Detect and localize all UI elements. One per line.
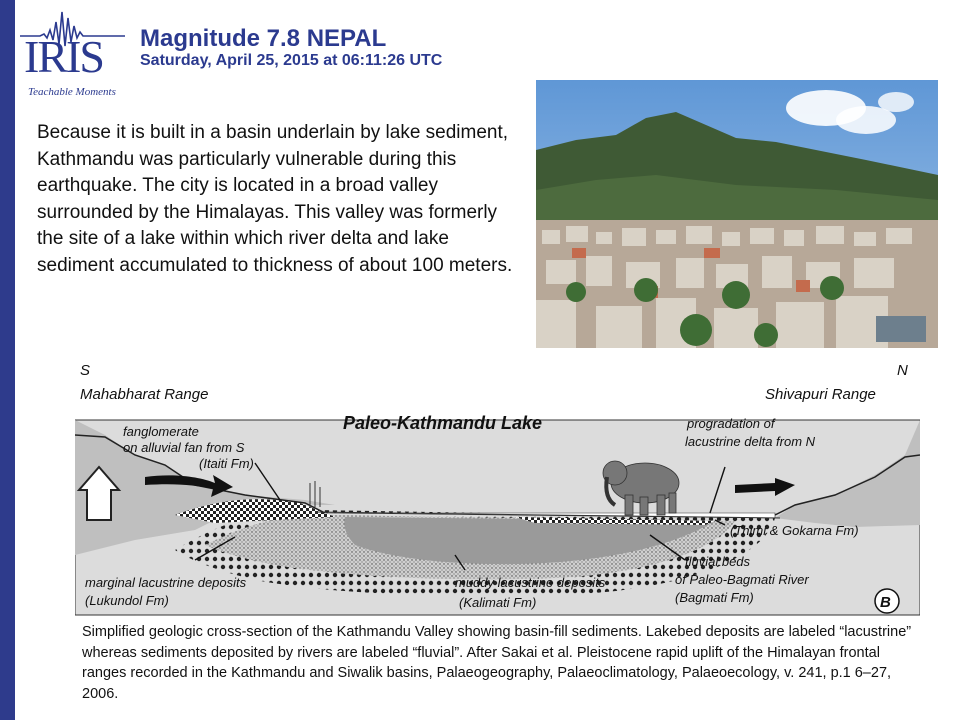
left-accent-bar — [0, 0, 15, 720]
progradation-label-2: lacustrine delta from N — [685, 434, 816, 449]
north-label: N — [897, 362, 908, 379]
fluvial-label-2: of Paleo-Bagmati River — [675, 572, 809, 587]
marginal-label-1: marginal lacustrine deposits — [85, 575, 247, 590]
fanglomerate-label-1: fanglomerate — [123, 424, 199, 439]
logo-letters: IRIS — [24, 31, 103, 82]
iris-logo — [20, 8, 125, 100]
right-range-label: Shivapuri Range — [765, 386, 876, 403]
fluvial-label-3: (Bagmati Fm) — [675, 590, 754, 605]
kathmandu-photo — [536, 80, 938, 348]
left-range-label: Mahabharat Range — [80, 386, 209, 403]
marginal-label-2: (Lukundol Fm) — [85, 593, 169, 608]
panel-letter: B — [880, 594, 891, 611]
fluvial-label-1: fluvial beds — [685, 554, 751, 569]
page-title: Magnitude 7.8 NEPAL — [140, 25, 387, 52]
geologic-cross-section — [75, 355, 920, 620]
figure-caption: Simplified geologic cross-section of the Kathmandu Valley showing basin-fill sediments. Lakebed deposits are labeled “lacustrine” whereas sediments deposited by rivers are labeled “fluvial”. After Sakai et al. Pleistocene rapid uplift of the Himalayan frontal ranges recorded in the Kathmandu and Siwalik basins, Palaeogeography, Palaeoclimatology, Palaeoecology, v. 241, p.1 6–27, 2006. — [82, 624, 912, 702]
lake-title: Paleo-Kathmandu Lake — [343, 413, 543, 433]
fanglomerate-label-3: (Itaiti Fm) — [199, 456, 254, 471]
page-subtitle: Saturday, April 25, 2015 at 06:11:26 UTC — [140, 52, 443, 69]
progradation-label-1: progradation of — [687, 416, 775, 431]
fanglomerate-label-2: on alluvial fan from S — [123, 440, 245, 455]
body-paragraph: Because it is built in a basin underlain by lake sediment, Kathmandu was particularly vulnerable during this earthquake. The city is located in a broad valley surrounded by the Himalayas. This valley was formerly the site of a lake within which river delta and lake sediment accumulated to thickness of about 100 meters. — [37, 122, 513, 276]
south-label: S — [80, 362, 91, 379]
muddy-label-2: (Kalimati Fm) — [459, 595, 537, 610]
logo-subtitle: Teachable Moments — [28, 86, 116, 98]
thimi-label: (Thimi & Gokarna Fm) — [730, 523, 859, 538]
muddy-label-1: muddy lacustrine deposits — [455, 575, 606, 590]
